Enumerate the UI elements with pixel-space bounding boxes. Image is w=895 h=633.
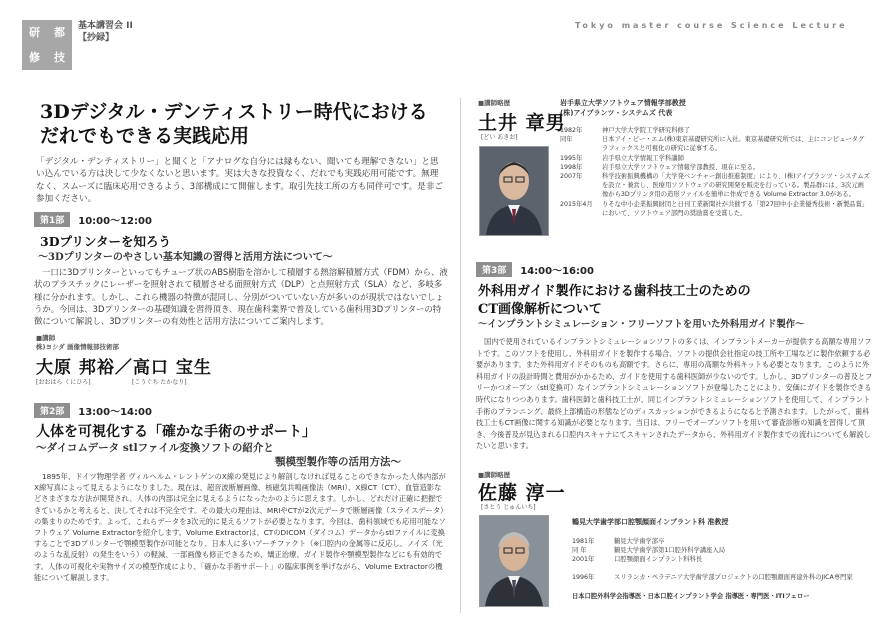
bio-desc: 口腔顎顔面インプラント科科長 xyxy=(614,556,703,564)
part-tag: 第1部 xyxy=(34,212,70,227)
bio-desc: 岩手県立大学情報工学科講師 xyxy=(602,154,684,162)
title-line-1: 3Dデジタル・デンティストリー時代における xyxy=(40,101,428,123)
header-english-title: Tokyo master course Science Lecture xyxy=(575,21,848,30)
portrait-image xyxy=(480,147,548,235)
logo-char: 技 xyxy=(54,51,65,64)
bio-row xyxy=(572,573,872,582)
bio-row xyxy=(560,163,870,172)
part1-body: 一口に3Dプリンターといってもチューブ状のABS樹脂を溶かして積層する熱溶解積層方式（FDM）から、液状のプラスチックにレーザーを照射されて積層させる面照射方式（DLP）と点照射方式（SLA）など、多岐多様に分かれます。しかし、これら機器の特徴が混同し、分別がついていない方が多いのが現状ではないでしょうか。今回は、3Dプリンターの基礎知識を習得頂き、現在歯科業界で普及している歯科用3Dプリンターの特徴について解説し、3Dプリンターの有効性と活用方法についてご案内します。 xyxy=(34,267,448,327)
bio-desc: 日本アイ・ビー・エム(株)東京基礎研究所に入社。東京基礎研究所では、主にコンピュータグラフィックスと可視化の研究に従事する。 xyxy=(602,136,865,153)
part1-subtitle: ～3Dプリンターのやさしい基本知識の習得と活用方法について～ xyxy=(38,252,333,263)
speaker-name: 大原 邦裕／高口 宝生 xyxy=(36,358,212,378)
bio-row xyxy=(572,537,872,546)
part2-subtitle-1: ～ダイコムデータ stlファイル変換ソフトの紹介と xyxy=(36,442,274,454)
bio-row xyxy=(560,200,870,218)
bio-year: 1981年 xyxy=(572,538,595,545)
part3-body: 国内で使用されているインプラントシミュレーションソフトの多くは、インプラントメーカーが提供する高額な専用ソフトです。このソフトを使用し、外科用ガイドを製作する場合、ソフトの提供会社指定の技工所や工場などに製作依頼する必要があります。また外科用ガイドそのものも高額です。さらに、専用の高額な外科キットも必要となります。このように外科用ガイドの設計時間と費用がかかるため、ガイドを使用する歯科医師が少ないのです。しかし、3Dプリンターの普及とフリーかつオープン（stl変換可）なインプラントシミュレーションソフトが登場したことにより、安価にガイドを製作できる時代になりつつあります。歯科医師と歯科技工士が、同じインプラントシミュレーションソフトを使用して、インプラント手術のプランニング、最終上部構造の形態などのディスカッションができるようになると予測されます。したがって、歯科技工士もCT画像に関する知識が必要となります。当日は、フリーでオープンソフトを用いて審査診断の知識を習得して頂き、今後普及が見込まれる口腔内スキャナにてスキャンされたデータから、外科用ガイド製作までの流れについても解説したいと思います。 xyxy=(476,337,873,451)
speaker-bio xyxy=(572,537,872,601)
page-title xyxy=(40,100,450,148)
speaker-ruby: [こうぐち たかなり] xyxy=(132,379,187,386)
logo-char: 研 xyxy=(29,26,40,39)
series-label: 基本講習会 II xyxy=(78,21,133,31)
speaker-org: (株)アイプランツ・システムズ 代表 xyxy=(560,109,673,117)
speaker-org: 鶴見大学歯学部口腔顎顔面インプラント科 准教授 xyxy=(572,518,729,526)
bio-row xyxy=(572,555,872,564)
bio-year: 2007年 xyxy=(560,173,583,181)
speaker-bio xyxy=(560,126,870,218)
speaker-org: 岩手県立大学ソフトウェア情報学部教授 xyxy=(560,99,686,107)
bio-year: 同年 xyxy=(560,136,573,144)
speaker-label: ■講師略歴 xyxy=(478,99,511,107)
speaker-label: ■講師略歴 xyxy=(478,471,511,479)
part-tag: 第2部 xyxy=(34,403,70,418)
part1-title: 3Dプリンターを知ろう xyxy=(40,234,172,249)
abstract-label: 【抄録】 xyxy=(78,33,115,43)
part-time: 10:00～12:00 xyxy=(78,215,152,227)
part2-body: 1895年、ドイツ物理学者 ヴィルヘルム・レントゲンのX線の発見により解剖しなければ見ることのできなかった人体内部がX線写真によって見えるようになりました。現在は、超音波断層画像、核磁気共鳴画像法（MRI）、X線CT（CT）、血管造影などさまざまな方法が開発され、人体の内部は完全に見えるようになったかのように思えます。しかし、どれだけ正確に把握できているかと考えると、決してそれは不完全です。その最大の理由は、MRIやCTが2次元データで断層画像（スライスデータ）の集まりのためです。よって、これらデータを3次元的に見えるソフトが必要となります。今回は、歯科領域でも応用可能なソフトウェア Volume Extractorを紹介します。Volume Extractorは、CTのDICOM（ダイコム）データからstlファイルに変換することで3Dプリンターで顎模型製作が可能となり、日本人に多いアーチファクト（※口腔内の金属等に反応し、ノイズ（光のような乱反射）の発生をいう）の軽減、一部画像も修正できるため、矯正治療、ガイド製作や顎模型製作などにも有効的です。人体の可視化や実物サイズの模型作成により、「確かな手術サポート」の臨床事例を挙げながら、Volume Extractorの機能について解説します。 xyxy=(34,472,448,582)
title-line-2: だれでもできる実践応用 xyxy=(40,125,250,147)
bio-year: 1995年 xyxy=(560,154,583,162)
bio-row xyxy=(572,592,872,601)
bio-desc: スリランカ・ペラデニア大学歯学部プロジェクトの口腔顎顔面再建外科のJICA専門家 xyxy=(614,573,853,581)
bio-row xyxy=(560,126,870,135)
bio-spacer xyxy=(572,565,872,573)
bio-desc: 鶴見大学歯学部卒 xyxy=(614,538,665,545)
column-divider xyxy=(460,98,461,613)
speaker-org: 株)ヨシダ 画像情報部技術部 xyxy=(36,343,119,351)
part3-subtitle: ～インプラントシミュレーション・フリーソフトを用いた外科用ガイド製作～ xyxy=(478,319,805,330)
part3-title-1: 外科用ガイド製作における歯科技工士のための xyxy=(478,284,751,299)
speaker-ruby: [どい あきお] xyxy=(481,134,518,141)
speaker-label: ■講師 xyxy=(36,334,56,342)
speaker-photo xyxy=(479,515,549,607)
part2-header xyxy=(34,403,152,417)
speaker-name: 佐藤 淳一 xyxy=(478,482,566,504)
bio-desc: 日本口腔外科学会指導医・日本口腔インプラント学会 指導医・専門医・ITIフェロー xyxy=(572,592,810,600)
part1-header xyxy=(34,212,152,226)
bio-year: 1982年 xyxy=(560,127,583,134)
bio-year: 2001年 xyxy=(572,556,595,564)
logo xyxy=(22,20,72,70)
bio-desc: 岩手県立大学ソフトウェア情報学部教授、現在に至る。 xyxy=(602,163,760,171)
speaker-photo xyxy=(479,146,549,236)
intro-text: 「デジタル・デンティストリー」と聞くと「アナログな自分には縁もない、聞いても理解できない」と思い込んでいる方は決して少なくないと思います。実は大きな投資なく、だれでも実践応用可能です。無理なく、スムーズに臨床応用できるよう、3部構成にて開催します。取引先技工所の方も同伴可です。是非ご参加ください。 xyxy=(36,157,443,205)
bio-desc: 科学技術振興機構の「大学発ベンチャー創出推進制度」により、(株)アイプランツ・システムズを設立・兼営し、医療用ソフトウェアの研究開発を販売を行っている。製品群には、3次元画像から3Dプリンタ用の造形ファイルを簡単に作成できる Volume Extractor 3.0がある。 xyxy=(602,173,870,199)
bio-desc: 鶴見大学歯学部第1口腔外科学講座入局 xyxy=(614,547,726,555)
bio-year: 1998年 xyxy=(560,163,583,171)
part-time: 14:00～16:00 xyxy=(520,265,594,277)
bio-year: 同 年 xyxy=(572,547,587,555)
bio-desc: 神戸大学大学院工学研究科修了 xyxy=(602,127,691,134)
bio-row xyxy=(572,546,872,555)
bio-row xyxy=(560,154,870,163)
part2-subtitle-2: 顎模型製作等の活用方法～ xyxy=(275,456,401,468)
portrait-image xyxy=(480,516,548,606)
part3-title-2: CT画像解析について xyxy=(478,302,602,317)
bio-desc: りそな中小企業振興財団と日刊工業新聞社が共催する「第27回中小企業優秀技術・新製品賞」において、ソフトウェア部門の奨励賞を受賞した。 xyxy=(602,200,869,217)
speaker-name: 土井 章男 xyxy=(478,112,566,134)
bio-row xyxy=(560,172,870,200)
part2-title: 人体を可視化する「確かな手術のサポート」 xyxy=(36,424,316,440)
logo-char: 都 xyxy=(54,26,65,39)
speaker-ruby: [さとう じゅんいち] xyxy=(481,504,536,511)
bio-year: 2015年4月 xyxy=(560,200,593,208)
part-time: 13:00～14:00 xyxy=(78,406,152,418)
part-tag: 第3部 xyxy=(476,262,512,277)
logo-char: 修 xyxy=(29,51,40,64)
speaker-ruby: [おおはら くにひろ] xyxy=(36,379,91,386)
bio-year: 1996年 xyxy=(572,573,595,581)
part3-header xyxy=(476,262,594,276)
bio-row xyxy=(560,135,870,153)
